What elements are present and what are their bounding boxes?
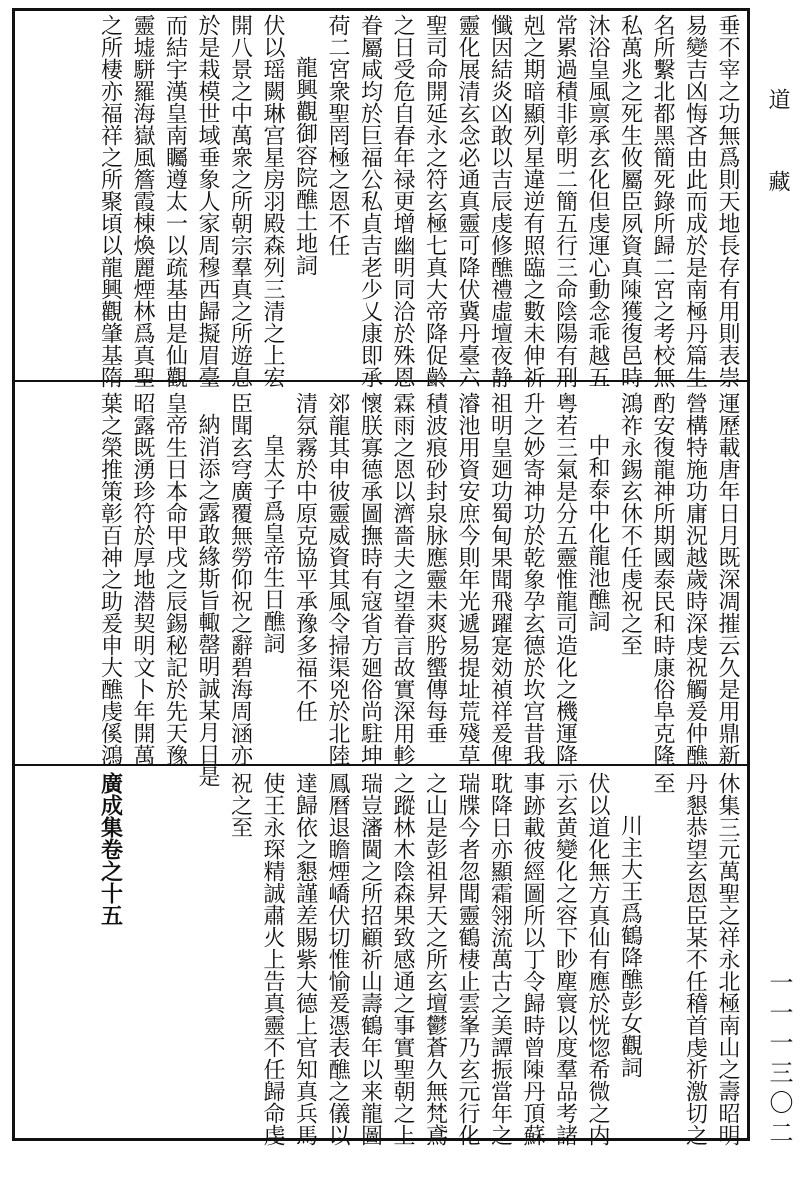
text-column: 丹懇恭望玄恩臣某不任稽首虔祈激切之 [682, 772, 708, 1146]
text-column: 常累過積非彰明二簡五行三命陰陽有刑 [552, 14, 578, 388]
page-number: 一一一三〇二 [765, 970, 793, 1150]
text-column: 至 [650, 772, 675, 794]
text-column: 瑞豈瀋閫之所招顧祈山壽鶴年以来龍圖 [357, 772, 383, 1146]
text-column: 使王永琛精誠肅火上告真靈不任歸命虔 [260, 772, 285, 1146]
text-column: 眷屬咸均於巨福公私貞吉老少乂康即承 [357, 14, 383, 388]
text-block-middle [74, 392, 740, 787]
text-column: 於是栽模世域垂象人家周穆西歸擬眉臺 [195, 14, 220, 388]
text-column: 祖明皇廻功蜀甸果聞飛躍寔効禎祥爰俾 [487, 392, 513, 766]
text-block-lower [74, 772, 740, 1146]
volume-title: 廣成集卷之十五 [97, 772, 124, 926]
section-heading: 皇太子爲皇帝生日醮詞 [260, 434, 285, 654]
section-heading: 龍興觀御容院醮土地詞 [292, 56, 318, 276]
text-column: 瑞牒今者忽聞靈鶴棲止雲峯乃玄元行化 [455, 772, 480, 1146]
text-column: 沐浴皇風禀承玄化但虔運心動念乖越五 [585, 14, 610, 388]
text-column: 郊龍其申彼靈威資其風令掃渠兇於北陸 [325, 392, 350, 766]
text-column: 達歸依之懇謹差賜紫大德上官知真兵馬 [292, 772, 318, 1146]
text-column: 納消添之露敢緣斯旨輙罄明誠某月日是 [195, 413, 220, 787]
text-column: 濬池用資安庶今則年光遞易提址荒殘草 [455, 392, 480, 766]
text-column: 皇帝生日本命甲戌之辰錫秘記於先天豫 [162, 392, 188, 766]
blank-column [122, 772, 154, 1130]
text-column: 之日受危自春年禄更增幽明同洽於殊恩 [390, 14, 415, 388]
text-column: 運歷載唐年日月既深凋摧云久是用鼎新 [715, 392, 740, 766]
collection-side-tag: 道藏 [765, 88, 790, 252]
text-column: 清氛霧於中原克協平承豫多福不任 [292, 392, 318, 722]
text-column: 之蹤林木陰森果致感通之事實聖朝之上 [390, 772, 415, 1146]
text-column: 霖雨之恩以濟嗇夫之望眷言故實深用軫 [390, 392, 415, 766]
text-column: 懺因結炎凶敢以吉辰虔修醮禮虛壇夜静 [487, 14, 513, 388]
section-heading: 川主大王爲鶴降醮彭女觀詞 [617, 814, 643, 1078]
text-column: 祝之至 [227, 772, 253, 838]
text-column: 靈化展清玄念必通真靈可降伏冀丹臺六 [455, 14, 480, 388]
text-column: 開八景之中萬衆之所朝宗羣真之所遊息 [227, 14, 253, 388]
text-column: 而結宇漢皇南矚遵太一以疏基由是仙觀 [162, 14, 188, 388]
text-column: 粤若三氣是分五靈惟龍司造化之機運降 [552, 392, 578, 766]
text-column: 剋之期暗顯列星違逆有照臨之數未伸祈 [520, 14, 545, 388]
text-column: 靈墟駢羅海嶽風簷霞棟煥麗煙林爲真聖 [130, 14, 155, 388]
text-column: 之所棲亦福祥之所聚頃以龍興觀肇基隋 [97, 14, 123, 388]
blank-column [187, 772, 219, 1130]
text-column: 名所繫北都黑簡死錄所歸二宮之考校無 [650, 14, 675, 388]
text-column: 示玄黄變化之容下眇塵寰以度羣品考諸 [552, 772, 578, 1146]
text-column: 易變吉凶悔吝由此而成於是南極丹篇生 [682, 14, 708, 388]
text-column: 伏以瑶闕琳宫星房羽殿森列三清之上宏 [260, 14, 285, 388]
text-column: 伏以道化無方真仙有應於恍惚希微之内 [585, 772, 610, 1146]
text-column: 葉之榮推策彰百神之助爰申大醮虔傒鴻 [97, 392, 123, 766]
text-column: 事跡載彼經圖所以丁令歸時曾𨻰丹頂蘇 [520, 772, 545, 1146]
text-column: 聖司命開延永之符玄極七真大帝降促齡 [422, 14, 448, 388]
blank-column [154, 772, 186, 1130]
text-column: 休集三元萬聖之祥永北極南山之壽昭明 [715, 772, 740, 1146]
text-column: 酌安復龍神所期國泰民和時康俗阜克隆 [650, 392, 675, 766]
section-heading: 中和泰中化龍池醮詞 [585, 434, 610, 632]
text-column: 垂不宰之功無爲則天地長存有用則表崇 [715, 14, 740, 388]
text-column: 升之妙寄神功於乾象孕玄德於坎宫昔我 [520, 392, 545, 766]
text-column: 鴻祚永錫玄休不任虔祝之至 [617, 392, 643, 656]
text-column: 荷二宮衆聖罔極之恩不任 [325, 14, 350, 256]
text-column: 積波痕砂封泉脉應靈未爽肹蠁傳每垂 [422, 392, 448, 744]
text-column: 昭露既湧珍符於厚地潜契明文卜年開萬 [130, 392, 155, 766]
text-column: 耽降日亦顯霜翎流萬古之美譚振當年之 [487, 772, 513, 1146]
text-block-upper [74, 14, 740, 388]
text-column: 私萬兆之死生攸屬臣夙資真𨻰獲復邑時 [617, 14, 643, 388]
text-column: 懷朕寡德承圖撫時有寇省方廻俗尚駐坤 [357, 392, 383, 766]
text-column: 營構特施功庸況越歲時深虔祝觸爰仲醮 [682, 392, 708, 766]
text-column: 鳳曆退瞻煙嶠伏切惟愉爰憑表醮之儀以 [325, 772, 350, 1146]
text-column: 臣聞玄穹廣覆無勞仰祝之辭碧海周涵亦 [227, 392, 253, 766]
text-column: 之山是彭祖昇天之所玄壇鬱蒼久無梵鳶 [422, 772, 448, 1146]
